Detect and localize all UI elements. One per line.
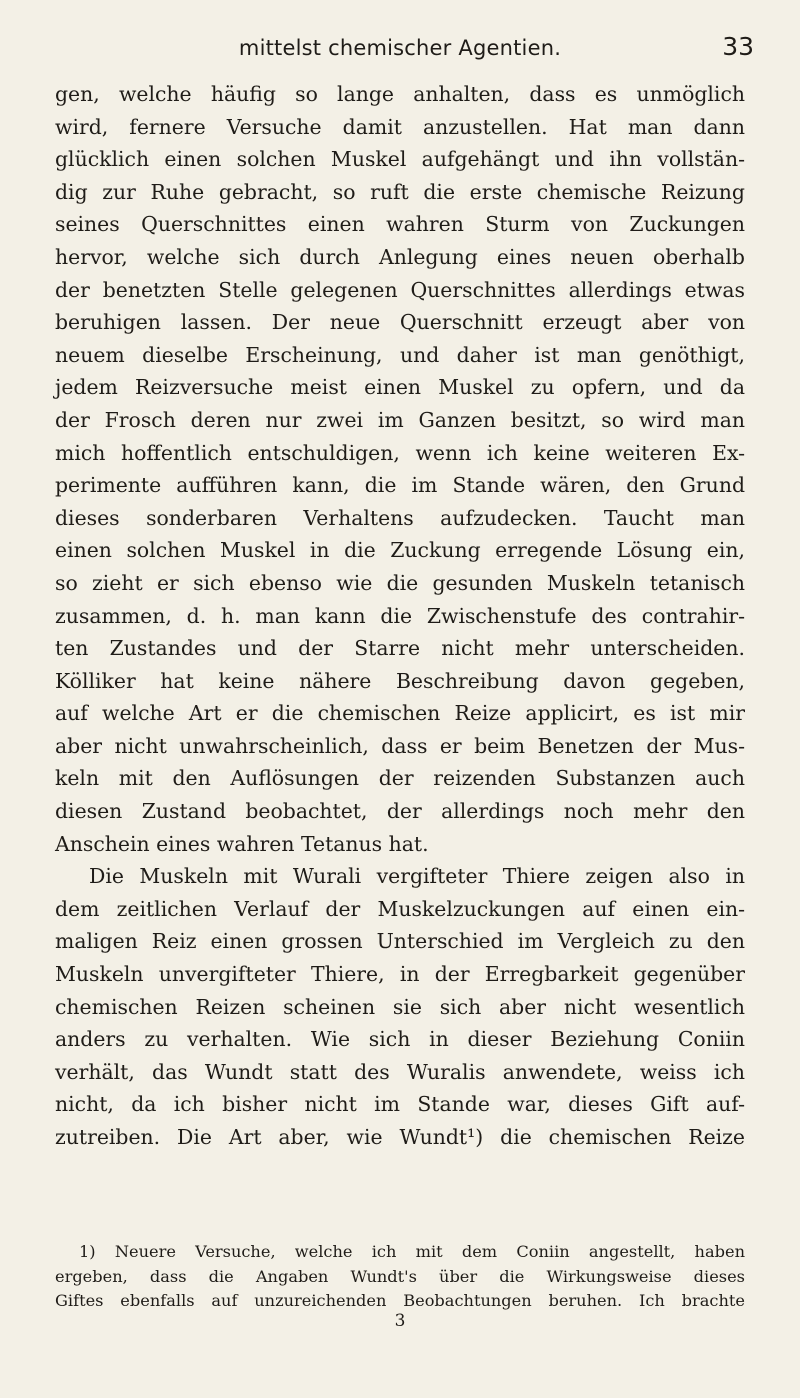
text-line: ten Zustandes und der Starre nicht mehr unterscheiden. bbox=[55, 636, 745, 661]
paragraph-start-line: Die Muskeln mit Wurali vergifteter Thiere zeigen also in bbox=[89, 864, 745, 889]
text-line: chemischen Reizen scheinen sie sich aber nicht wesentlich bbox=[55, 994, 745, 1019]
footnote-line: ergeben, dass die Angaben Wundt's über die Wirkungsweise dieses bbox=[55, 1266, 745, 1286]
footnote-line: Giftes ebenfalls auf unzureichenden Beobachtungen beruhen. Ich brachte bbox=[55, 1291, 745, 1310]
text-line: dig zur Ruhe gebracht, so ruft die erste chemische Reizung bbox=[55, 179, 745, 204]
body-text bbox=[55, 78, 745, 1154]
text-line: hervor, welche sich durch Anlegung eines neuen oberhalb bbox=[55, 244, 745, 269]
text-line: Kölliker hat keine nähere Beschreibung davon gegeben, bbox=[55, 668, 745, 693]
text-line: glücklich einen solchen Muskel aufgehängt und ihn vollstän- bbox=[55, 147, 745, 172]
text-line: dieses sonderbaren Verhaltens aufzudecken. Taucht man bbox=[55, 505, 745, 530]
running-header bbox=[40, 32, 760, 70]
footnote bbox=[55, 1240, 745, 1314]
text-line: zutreiben. Die Art aber, wie Wundt¹) die chemischen Reize bbox=[55, 1125, 745, 1149]
text-line: zusammen, d. h. man kann die Zwischenstufe des contrahir- bbox=[55, 603, 745, 628]
page-number: 33 bbox=[722, 32, 754, 61]
text-line: der Frosch deren nur zwei im Ganzen besitzt, so wird man bbox=[55, 407, 745, 432]
text-line: perimente aufführen kann, die im Stande wären, den Grund bbox=[55, 473, 745, 498]
running-title: mittelst chemischer Agentien. bbox=[238, 36, 562, 60]
paragraph-end-line: Anschein eines wahren Tetanus hat. bbox=[55, 831, 429, 856]
text-line: gen, welche häufig so lange anhalten, dass es unmöglich bbox=[55, 82, 745, 106]
text-line: mich hoffentlich entschuldigen, wenn ich keine weiteren Ex- bbox=[55, 440, 745, 465]
text-line: wird, fernere Versuche damit anzustellen. Hat man dann bbox=[55, 114, 745, 139]
text-line: neuem dieselbe Erscheinung, und daher ist man genöthigt, bbox=[55, 342, 745, 367]
text-line: so zieht er sich ebenso wie die gesunden Muskeln tetanisch bbox=[55, 570, 745, 595]
text-line: anders zu verhalten. Wie sich in dieser Beziehung Coniin bbox=[55, 1027, 745, 1052]
text-line: nicht, da ich bisher nicht im Stande war, dieses Gift auf- bbox=[55, 1092, 745, 1117]
signature-mark: 3 bbox=[394, 1311, 406, 1331]
text-line: seines Querschnittes einen wahren Sturm von Zuckungen bbox=[55, 212, 745, 237]
text-line: keln mit den Auflösungen der reizenden Substanzen auch bbox=[55, 766, 745, 791]
text-line: maligen Reiz einen grossen Unterschied im Vergleich zu den bbox=[55, 929, 745, 954]
text-line: der benetzten Stelle gelegenen Querschnittes allerdings etwas bbox=[55, 277, 745, 302]
text-line: Muskeln unvergifteter Thiere, in der Erregbarkeit gegenüber bbox=[55, 962, 745, 987]
text-line: aber nicht unwahrscheinlich, dass er beim Benetzen der Mus- bbox=[55, 733, 745, 758]
text-line: jedem Reizversuche meist einen Muskel zu opfern, und da bbox=[55, 375, 745, 400]
text-line: einen solchen Muskel in die Zuckung erregende Lösung ein, bbox=[55, 538, 745, 563]
text-line: auf welche Art er die chemischen Reize applicirt, es ist mir bbox=[55, 701, 745, 726]
footnote-line: 1) Neuere Versuche, welche ich mit dem Coniin angestellt, haben bbox=[79, 1242, 745, 1261]
text-line: verhält, das Wundt statt des Wuralis anwendete, weiss ich bbox=[55, 1059, 745, 1084]
text-line: diesen Zustand beobachtet, der allerdings noch mehr den bbox=[55, 799, 745, 824]
text-line: beruhigen lassen. Der neue Querschnitt erzeugt aber von bbox=[55, 310, 745, 335]
text-line: dem zeitlichen Verlauf der Muskelzuckungen auf einen ein- bbox=[55, 896, 745, 921]
